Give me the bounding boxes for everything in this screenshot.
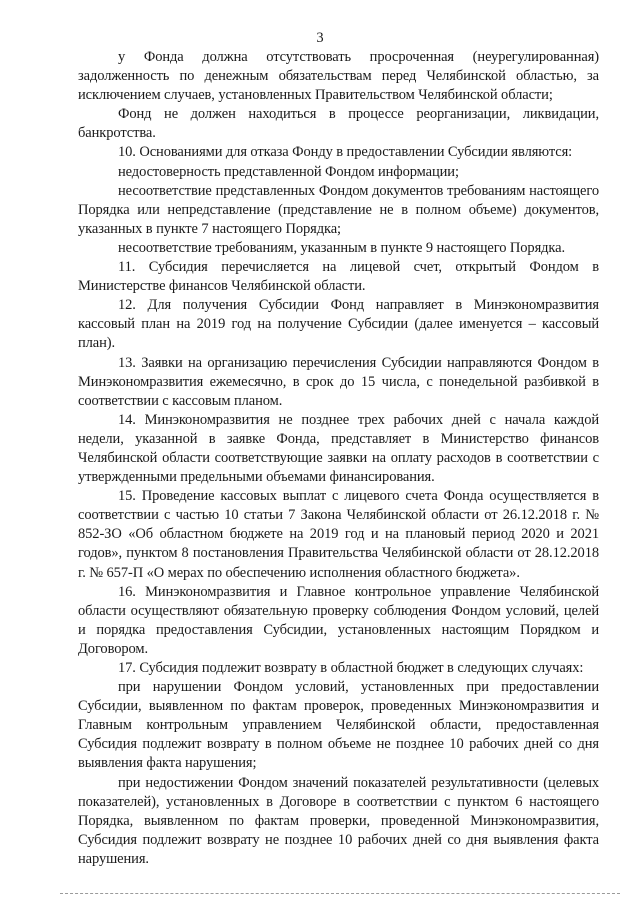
paragraph-11-transfer: 11. Субсидия перечисляется на лицевой счет, открытый Фондом в Министерстве финансов Челябинской области.	[78, 259, 599, 295]
paragraph-16-control: 16. Минэкономразвития и Главное контрольное управление Челябинской области осуществляют обязательную проверку соблюдения Фондом условий, целей и порядка предоставления Субсидии, установленных настоящим Порядком и Договором.	[78, 583, 599, 657]
paragraph-17-return: 17. Субсидия подлежит возврату в областной бюджет в следующих случаях:	[118, 660, 584, 676]
paragraph-debt-requirement: у Фонда должна отсутствовать просроченная (неурегулированная) задолженность по денежным обязательствам перед Челябинской областью, за исключением случаев, установленных Правительством Челябинской области;	[78, 49, 599, 104]
paragraph-indicators-return: при недостижении Фондом значений показателей результативности (целевых показателей), установленных в Договоре в соответствии с пунктом 6 настоящего Порядка, выявленном по фактам проверки, проведенной Минэкономразвития, Субсидия подлежит возврату не позднее 10 рабочих дней со дня выявления факта нарушения.	[78, 774, 599, 867]
paragraph-violation-return: при нарушении Фондом условий, установленных при предоставлении Субсидии, выявленном по фактам проверок, проведенных Минэкономразвития и Главным контрольным управлением Челябинской области, предоставленная Субсидия подлежит возврату в полном объеме не позднее 10 рабочих дней со дня выявления факта нарушения;	[78, 679, 599, 772]
paragraph-reorganization: Фонд не должен находиться в процессе реорганизации, ликвидации, банкротства.	[78, 106, 599, 142]
page-number: 3	[316, 30, 324, 46]
paragraph-15-cash-payments: 15. Проведение кассовых выплат с лицевого счета Фонда осуществляется в соответствии с частью 10 статьи 7 Закона Челябинской области от 26.12.2018 г. № 852-ЗО «Об областном бюджете на 2019 год и на плановый период 2020 и 2021 годов», пунктом 8 постановления Правительства Челябинской области от 28.12.2018 г. № 657-П «О мерах по обеспечению исполнения областного бюджета».	[78, 488, 599, 581]
paragraph-10-refusal-grounds: 10. Основаниями для отказа Фонду в предоставлении Субсидии являются:	[118, 144, 573, 161]
paragraph-documents-mismatch: несоответствие представленных Фондом документов требованиям настоящего Порядка или непредставление (представление не в полном объеме) документов, указанных в пункте 7 настоящего Порядка;	[78, 182, 599, 237]
paragraph-inaccurate-info: недостоверность представленной Фондом информации;	[118, 163, 459, 180]
document-body	[78, 48, 599, 869]
paragraph-requirements-mismatch: несоответствие требованиям, указанным в пункте 9 настоящего Порядка.	[118, 239, 566, 256]
paragraph-12-cash-plan: 12. Для получения Субсидии Фонд направляет в Минэкономразвития кассовый план на 2019 год на получение Субсидии (далее именуется – кассовый план).	[78, 297, 599, 352]
paragraph-13-applications: 13. Заявки на организацию перечисления Субсидии направляются Фондом в Минэкономразвития ежемесячно, в срок до 15 числа, с понедельной разбивкой в соответствии с кассовым планом.	[78, 354, 599, 409]
paragraph-14-ministry: 14. Минэкономразвития не позднее трех рабочих дней с начала каждой недели, указанной в заявке Фонда, представляет в Министерство финансов Челябинской области соответствующие заявки на оплату расходов в соответствии с утвержденными предельными объемами финансирования.	[78, 411, 599, 486]
bottom-scan-line	[60, 893, 620, 894]
